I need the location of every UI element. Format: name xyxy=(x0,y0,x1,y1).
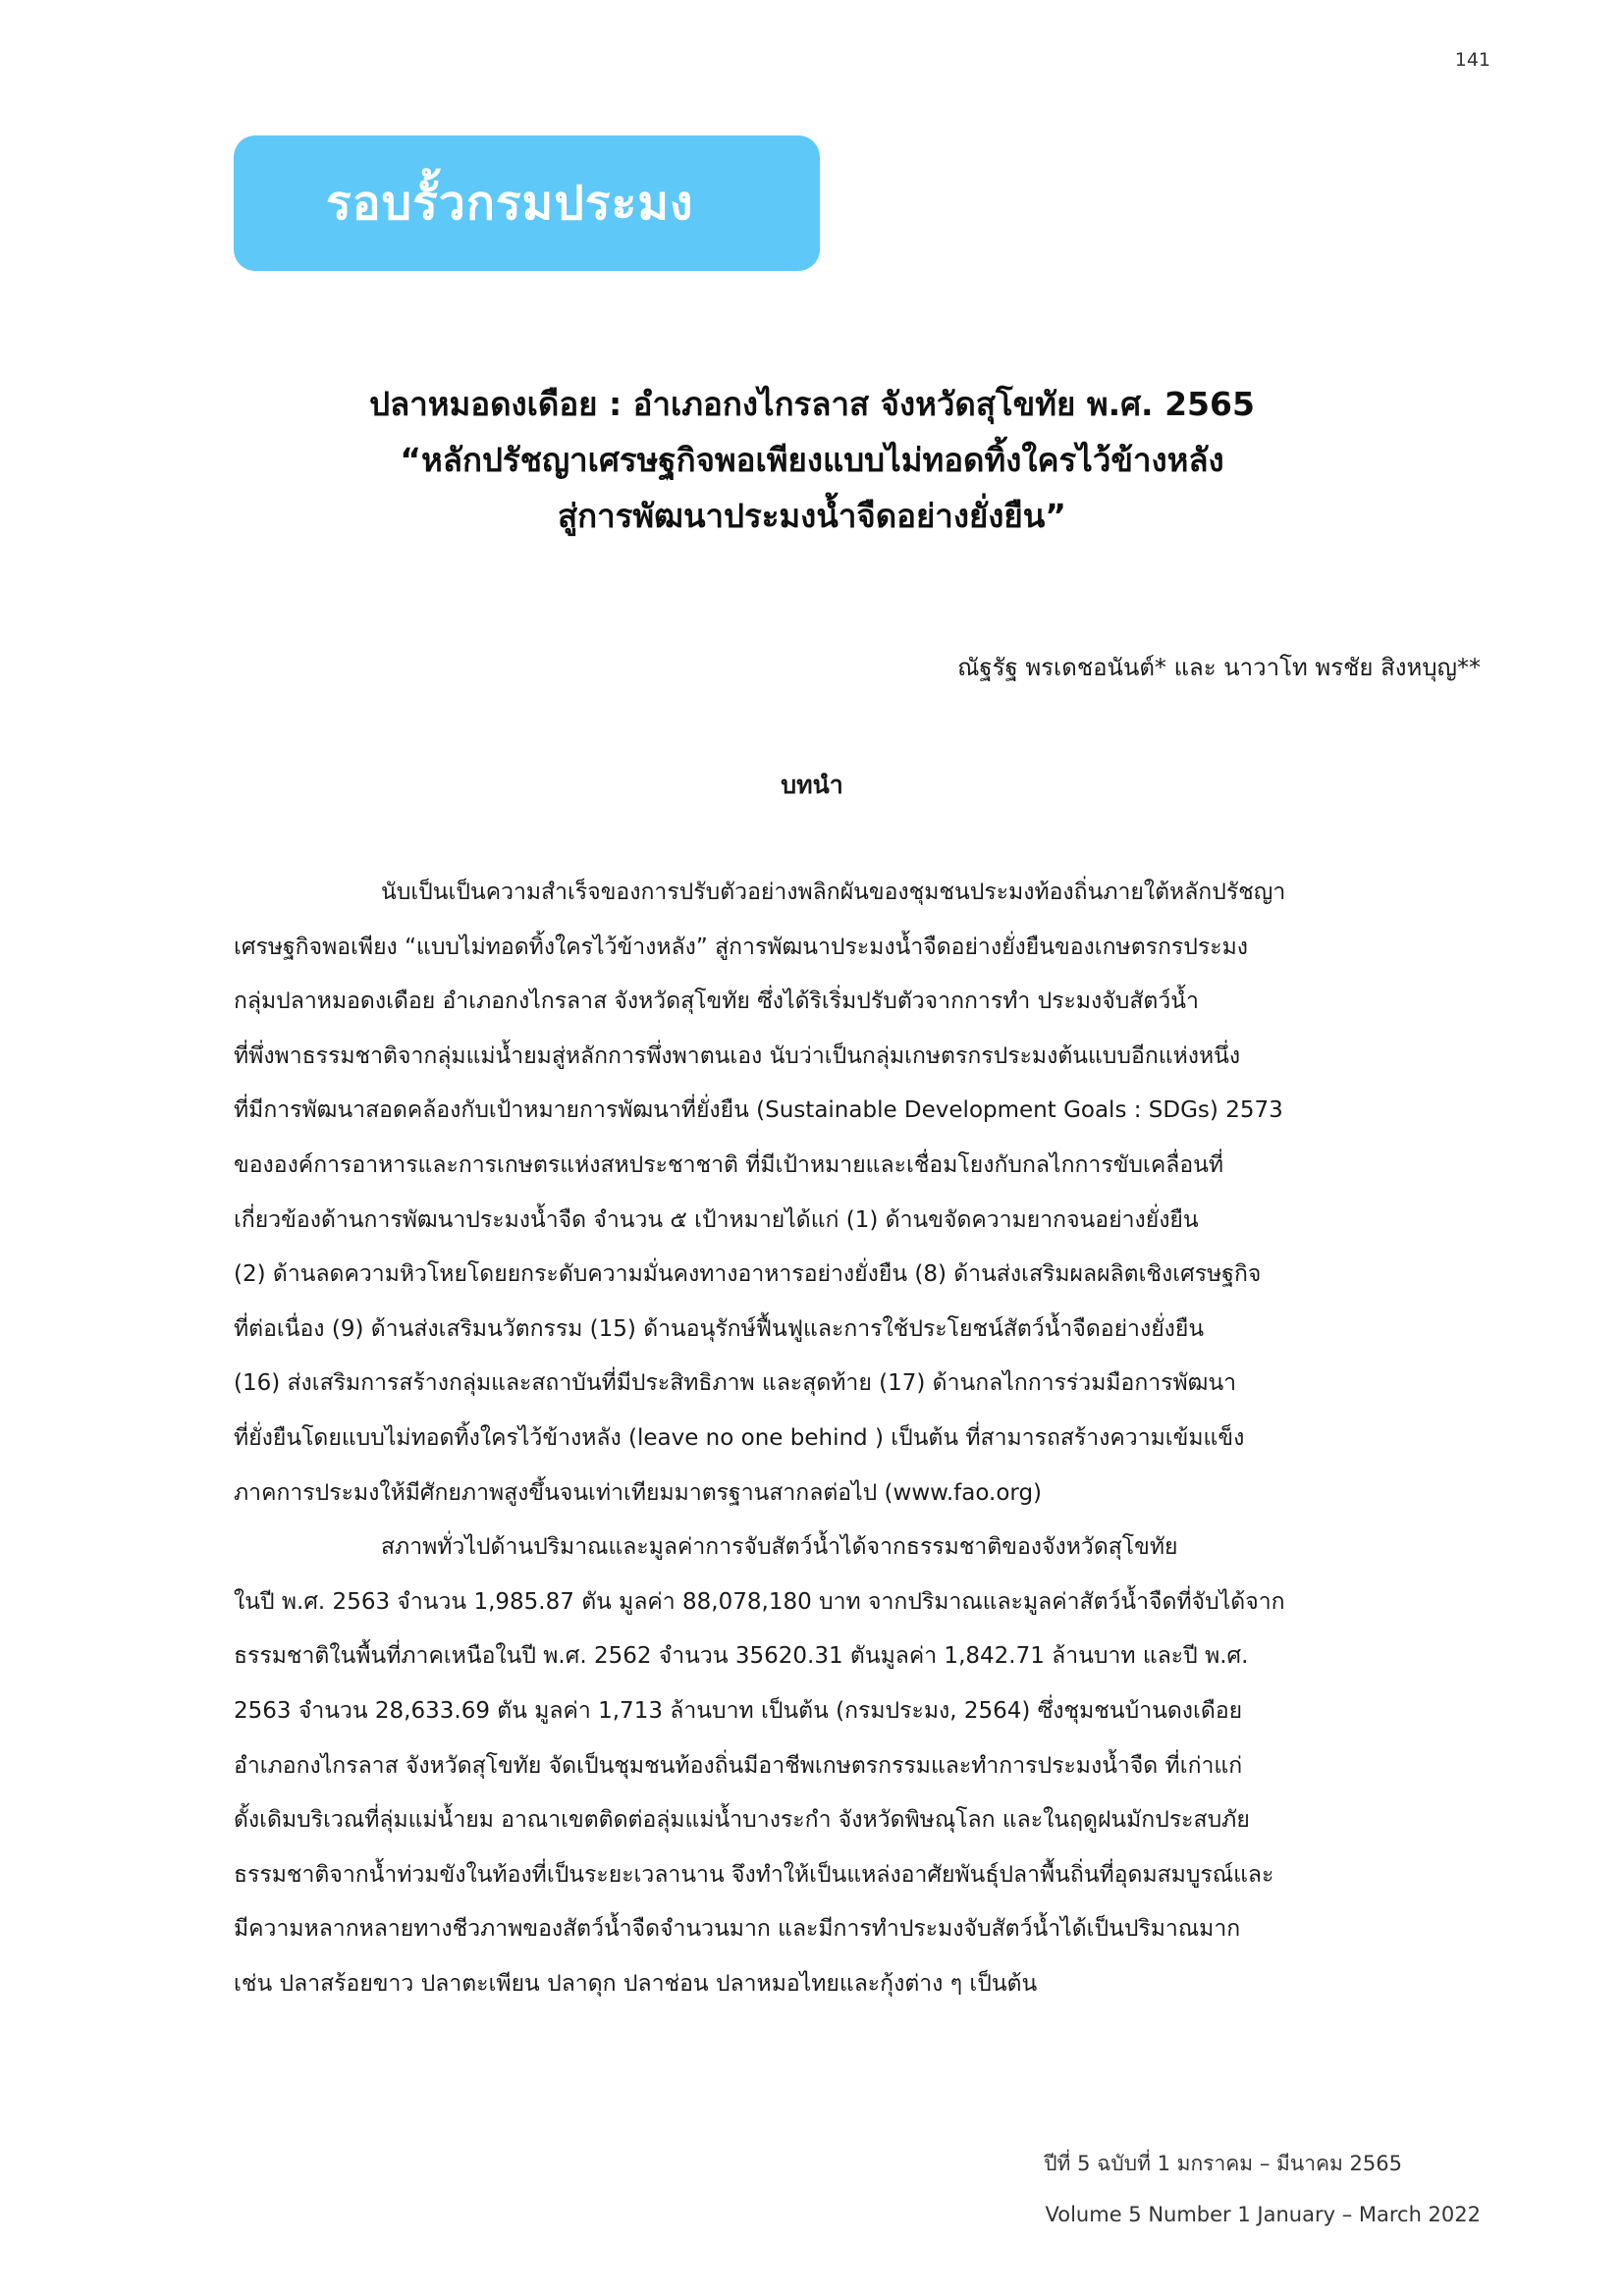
text-line: ในปี พ.ศ. 2563 จำนวน 1,985.87 ตัน มูลค่า 88,078,180 บาท จากปริมาณและมูลค่าสัตว์น้ำจืดที่จับได้จาก xyxy=(234,1588,1285,1615)
footer-issue-thai: ปีที่ 5 ฉบับที่ 1 มกราคม – มีนาคม 2565 xyxy=(1044,2152,1402,2175)
text-line: ธรรมชาติจากน้ำท่วมขังในท้องที่เป็นระยะเวลานาน จึงทำให้เป็นแหล่งอาศัยพันธุ์ปลาพื้นถิ่นที่อุดมสมบูรณ์และ xyxy=(234,1861,1274,1888)
text-line: เช่น ปลาสร้อยขาว ปลาตะเพียน ปลาดุก ปลาช่อน ปลาหมอไทยและกุ้งต่าง ๆ เป็นต้น xyxy=(234,1970,1038,1997)
paragraph xyxy=(234,1521,1481,2011)
section-banner-title: รอบรั้วกรมประมง xyxy=(326,176,694,231)
text-line: ที่ยั่งยืนโดยแบบไม่ทอดทิ้งใครไว้ข้างหลัง (leave no one behind ) เป็นต้น ที่สามารถสร้างความเข้มแข็ง xyxy=(234,1424,1245,1451)
text-line: สภาพทั่วไปด้านปริมาณและมูลค่าการจับสัตว์น้ำได้จากธรรมชาติของจังหวัดสุโขทัย xyxy=(381,1534,1178,1561)
text-line: ที่มีการพัฒนาสอดคล้องกับเป้าหมายการพัฒนาที่ยั่งยืน (Sustainable Development Goals : SDGs) 2573 xyxy=(234,1097,1283,1124)
article-title xyxy=(234,376,1390,544)
article-body xyxy=(234,866,1481,2011)
article-title-line: สู่การพัฒนาประมงน้ำจืดอย่างยั่งยืน” xyxy=(558,497,1066,535)
text-line: (2) ด้านลดความหิวโหยโดยยกระดับความมั่นคงทางอาหารอย่างยั่งยืน (8) ด้านส่งเสริมผลผลิตเชิงเศรษฐกิจ xyxy=(234,1261,1262,1288)
text-line: เกี่ยวข้องด้านการพัฒนาประมงน้ำจืด จำนวน ๕ เป้าหมายได้แก่ (1) ด้านขจัดความยากจนอย่างยั่งยืน xyxy=(234,1206,1199,1233)
text-line: ดั้งเดิมบริเวณที่ลุ่มแม่น้ำยม อาณาเขตติดต่อลุ่มแม่น้ำบางระกำ จังหวัดพิษณุโลก และในฤดูฝนมักประสบภัย xyxy=(234,1807,1250,1834)
article-title-line: “หลักปรัชญาเศรษฐกิจพอเพียงแบบไม่ทอดทิ้งใครไว้ข้างหลัง xyxy=(400,441,1224,479)
text-line: ธรรมชาติในพื้นที่ภาคเหนือในปี พ.ศ. 2562 จำนวน 35620.31 ตันมูลค่า 1,842.71 ล้านบาท และปี พ.ศ. xyxy=(234,1643,1249,1670)
section-banner xyxy=(234,135,820,271)
author-line: ณัฐรัฐ พรเดชอนันต์* และ นาวาโท พรชัย สิงหบุญ** xyxy=(957,654,1481,681)
text-line: อำเภอกงไกรลาส จังหวัดสุโขทัย จัดเป็นชุมชนท้องถิ่นมีอาชีพเกษตรกรรมและทำการประมงน้ำจืด ที่เก่าแก่ xyxy=(234,1752,1243,1779)
text-line: ขององค์การอาหารและการเกษตรแห่งสหประชาชาติ ที่มีเป้าหมายและเชื่อมโยงกับกลไกการขับเคลื่อนที่ xyxy=(234,1151,1224,1178)
text-line: เศรษฐกิจพอเพียง “แบบไม่ทอดทิ้งใครไว้ข้างหลัง” สู่การพัฒนาประมงน้ำจืดอย่างยั่งยืนของเกษตรกรประมง xyxy=(234,934,1248,960)
text-line: นับเป็นเป็นความสำเร็จของการปรับตัวอย่างพลิกผันของชุมชนประมงท้องถิ่นภายใต้หลักปรัชญา xyxy=(381,880,1286,905)
page-number: 141 xyxy=(1454,49,1490,71)
text-line: กลุ่มปลาหมอดงเดือย อำเภอกงไกรลาส จังหวัดสุโขทัย ซึ่งได้ริเริ่มปรับตัวจากการทำ ประมงจับสัตว์น้ำ xyxy=(234,988,1199,1015)
text-line: ภาคการประมงให้มีศักยภาพสูงขึ้นจนเท่าเทียมมาตรฐานสากลต่อไป (www.fao.org) xyxy=(234,1479,1043,1506)
text-line: ที่ต่อเนื่อง (9) ด้านส่งเสริมนวัตกรรม (15) ด้านอนุรักษ์ฟื้นฟูและการใช้ประโยชน์สัตว์น้ำจืดอย่างยั่งยืน xyxy=(234,1315,1205,1342)
text-line: มีความหลากหลายทางชีวภาพของสัตว์น้ำจืดจำนวนมาก และมีการทำประมงจับสัตว์น้ำได้เป็นปริมาณมาก xyxy=(234,1916,1241,1943)
text-line: ที่พึ่งพาธรรมชาติจากลุ่มแม่น้ำยมสู่หลักการพึ่งพาตนเอง นับว่าเป็นกลุ่มเกษตรกรประมงต้นแบบอีกแห่งหนึ่ง xyxy=(234,1042,1241,1069)
footer-issue-english: Volume 5 Number 1 January – March 2022 xyxy=(1045,2203,1481,2226)
text-line: 2563 จำนวน 28,633.69 ตัน มูลค่า 1,713 ล้านบาท เป็นต้น (กรมประมง, 2564) ซึ่งชุมชนบ้านดงเดือย xyxy=(234,1697,1243,1724)
paragraph xyxy=(234,866,1481,1521)
section-heading: บทนำ xyxy=(781,771,843,799)
article-title-line: ปลาหมอดงเดือย : อำเภอกงไกรลาส จังหวัดสุโขทัย พ.ศ. 2565 xyxy=(369,385,1255,423)
text-line: (16) ส่งเสริมการสร้างกลุ่มและสถาบันที่มีประสิทธิภาพ และสุดท้าย (17) ด้านกลไกการร่วมมือการพัฒนา xyxy=(234,1370,1237,1397)
